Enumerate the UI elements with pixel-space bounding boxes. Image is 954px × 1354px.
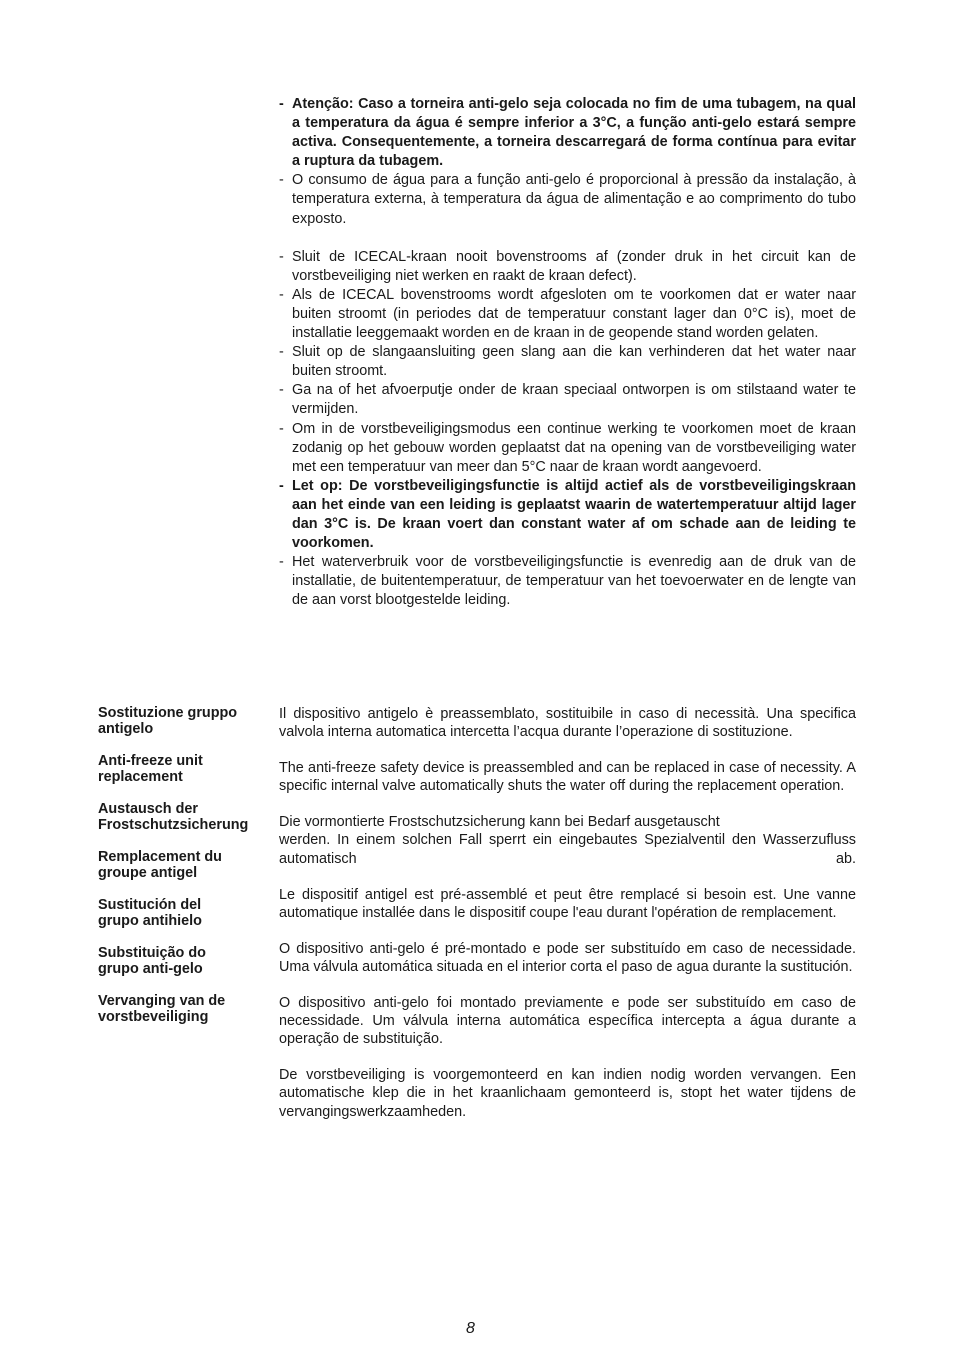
paragraph-dutch: De vorstbeveiliging is voorgemonteerd en kan indien nodig worden vervangen. Een automatische klep die in het kraanlichaam gemonteerd is, stopt het water tijdens de vervangingswerkzaamheden. <box>279 1067 856 1120</box>
paragraph-portuguese: O dispositivo anti-gelo foi montado previamente e pode ser substituído em caso de necessidade. Um válvula interna automática específica intercepta a água durante a operação de substituição. <box>279 995 856 1048</box>
section-heading-column <box>98 705 278 1041</box>
heading-french: Remplacement du groupe antigel <box>98 849 222 881</box>
bullet-dash: - <box>279 344 284 361</box>
bullet-text: Atenção: Caso a torneira anti-gelo seja colocada no fim de uma tubagem, na qual a temperatura da água é sempre inferior a 3°C, a função anti-gelo estará sempre activa. Consequentemente, a torneira descarregará de forma contínua para evitar a ruptura da tubagem. <box>292 96 856 170</box>
bullet-text: Om in de vorstbeveiligingsmodus een continue werking te voorkomen moet de kraan zodanig op het gebouw worden geplaatst dat na opening van de vorstbeveiliging water met een temperatuur van meer dan 5°C naar de kraan wordt aangevoerd. <box>292 420 856 475</box>
bullet-dash: - <box>279 554 284 571</box>
heading-german: Austausch der Frostschutzsicherung <box>98 801 249 833</box>
paragraph-italian: Il dispositivo antigelo è preassemblato, sostituibile in caso di necessità. Una specifica valvola interna automatica intercetta l’acqua durante l’operazione di sostituzione. <box>279 706 856 741</box>
bullet-item <box>279 171 856 228</box>
heading-spanish: Sustitución del grupo antihielo <box>98 897 202 929</box>
bullet-dash: - <box>279 172 284 189</box>
bullet-item <box>279 286 856 343</box>
bullet-item <box>279 420 856 477</box>
bullet-dash: - <box>279 477 284 494</box>
heading-dutch: Vervanging van de vorstbeveiliging <box>98 993 226 1025</box>
bullet-text: O consumo de água para a função anti-gelo é proporcional à pressão da instalação, à temperatura externa, à temperatura da água de alimentação e ao comprimento do tubo exposto. <box>292 172 856 227</box>
bullet-text: Let op: De vorstbeveiligingsfunctie is altijd actief als de vorstbeveiligingskraan aan het einde van een leiding is geplaatst waarin de watertemperatuur altijd lager dan 3°C is. De kraan voert dan constant water af om schade aan de leiding te voorkomen. <box>292 477 856 552</box>
bullet-dash: - <box>279 96 284 112</box>
bullet-item <box>279 248 856 286</box>
paragraph-german-rest: werden. In einem solchen Fall sperrt ein eingebautes Spezialventil den Wasserzufluss automatisch ab. <box>279 832 856 867</box>
paragraph-german-line1: Die vormontierte Frostschutzsicherung kann bei Bedarf ausgetauscht <box>279 814 720 831</box>
bullet-dash: - <box>279 420 284 437</box>
paragraph-spanish: O dispositivo anti-gelo é pré-montado e pode ser substituído em caso de necessidade. Uma válvula automática situada en el interior corta el paso de agua durante la sustitución. <box>279 940 856 975</box>
bullet-item <box>279 95 856 171</box>
paragraph-french: Le dispositif antigel est pré-assemblé et peut être remplacé si besoin est. Une vanne automatique installée dans le dispositif coupe l'eau durant l'opération de remplacement. <box>279 886 856 921</box>
bullet-item <box>279 553 856 610</box>
bullet-item <box>279 343 856 381</box>
replacement-paragraphs <box>279 705 856 1139</box>
bullet-dash: - <box>279 286 284 303</box>
section-gap <box>279 229 856 248</box>
bullet-text: Ga na of het afvoerputje onder de kraan speciaal ontworpen is om stilstaand water te vermijden. <box>292 382 856 418</box>
bullet-item <box>279 477 856 553</box>
bullet-text: Het waterverbruik voor de vorstbeveiligingsfunctie is evenredig aan de druk van de installatie, de buitentemperatuur, de temperatuur van het toevoerwater en de lengte van de aan vorst blootgestelde leiding. <box>292 554 856 609</box>
page-number: 8 <box>466 1320 475 1337</box>
bullet-dash: - <box>279 248 284 265</box>
heading-italian: Sostituzione gruppo antigelo <box>98 705 238 737</box>
bullet-dash: - <box>279 382 284 399</box>
paragraph-english: The anti-freeze safety device is preassembled and can be replaced in case of necessity. A specific internal valve automatically shuts the water off during the replacement operation. <box>279 760 856 795</box>
bullet-text: Sluit de ICECAL-kraan nooit bovenstrooms af (zonder druk in het circuit kan de vorstbeveiliging niet werken en raakt de kraan defect). <box>292 248 856 284</box>
heading-english: Anti-freeze unit replacement <box>98 753 203 785</box>
top-bullet-list <box>279 95 856 610</box>
paragraph-german <box>279 813 856 867</box>
bullet-text: Als de ICECAL bovenstrooms wordt afgesloten om te voorkomen dat er water naar buiten stroomt (in periodes dat de temperatuur constant lager dan 0°C is), moet de installatie leeggemaakt worden en de kraan in de geopende stand worden gelaten. <box>292 286 856 342</box>
bullet-text: Sluit op de slangaansluiting geen slang aan die kan verhinderen dat het water naar buiten stroomt. <box>292 344 856 380</box>
heading-portuguese: Substituição do grupo anti-gelo <box>98 945 206 977</box>
bullet-item <box>279 381 856 419</box>
